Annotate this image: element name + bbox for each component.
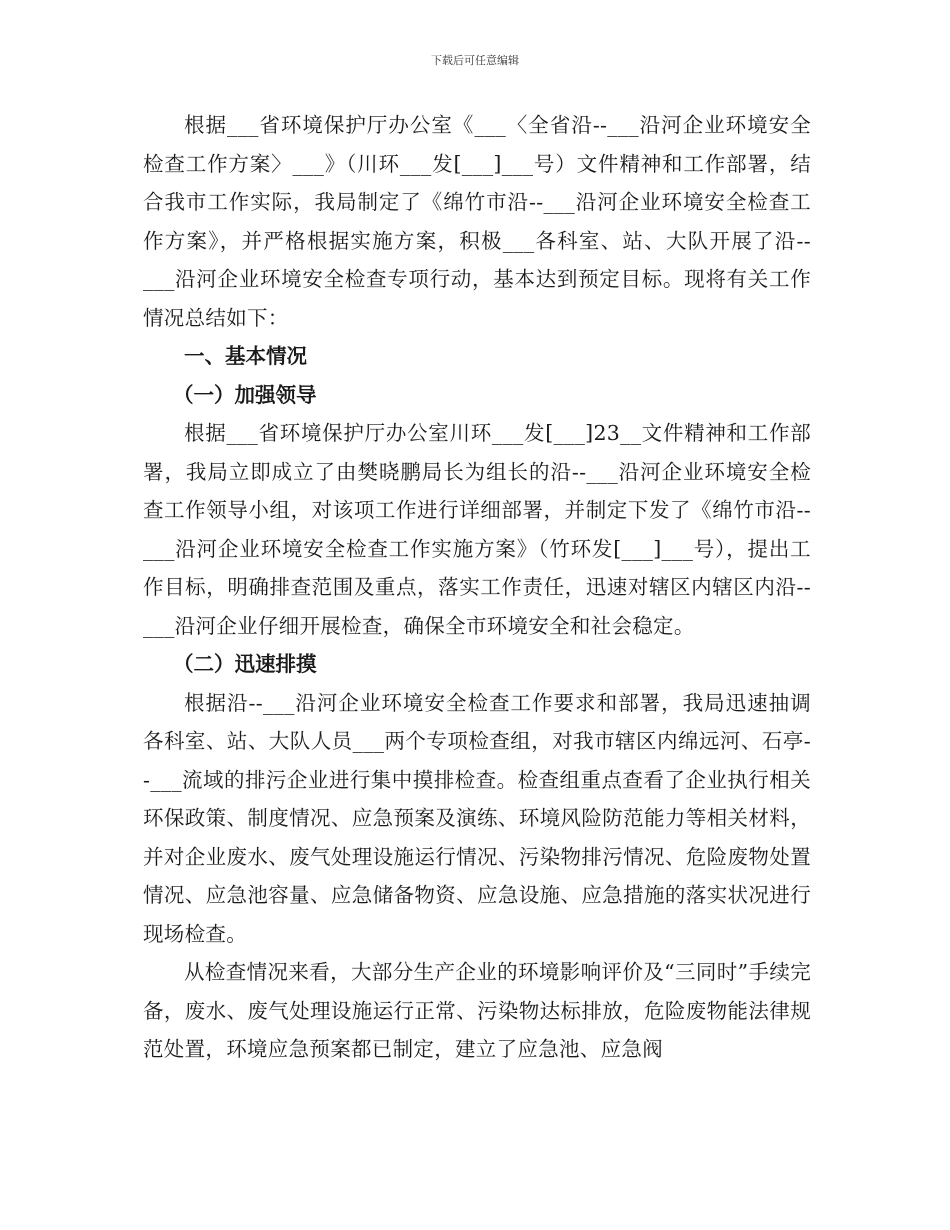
page-header: 下载后可任意编辑 <box>431 54 519 67</box>
subsection-heading-rapid-survey: （二）迅速排摸 <box>173 652 317 676</box>
paragraph-leadership: 根据___省环境保护厅办公室川环___发[___]23__文件精神和工作部署，我局立即成立了由樊晓鹏局长为组长的沿--___沿河企业环境安全检查工作领导小组，对该项工作进行详细部署，并制定下发了《绵竹市沿--___沿河企业环境安全检查工作实施方案》（竹环发[___]___号），提出工作目标，明确排查范围及重点，落实工作责任，迅速对辖区内辖区内沿--___沿河企业仔细开展检查，确保全市环境安全和社会稳定。 <box>143 421 811 638</box>
paragraph-survey: 根据沿--___沿河企业环境安全检查工作要求和部署，我局迅速抽调各科室、站、大队人员___两个专项检查组，对我市辖区内绵远河、石亭--___流域的排污企业进行集中摸排检查。检查组重点查看了企业执行相关环保政策、制度情况、应急预案及演练、环境风险防范能力等相关材料，并对企业废水、废气处理设施运行情况、污染物排污情况、危险废物处置情况、应急池容量、应急储备物资、应急设施、应急措施的落实状况进行现场检查。 <box>143 690 811 946</box>
paragraph-findings: 从检查情况来看，大部分生产企业的环境影响评价及“三同时”手续完备，废水、废气处理设施运行正常、污染物达标排放，危险废物能法律规范处置，环境应急预案都已制定，建立了应急池、应急阀 <box>143 960 811 1061</box>
section-heading-basic-situation: 一、基本情况 <box>184 344 307 368</box>
paragraph-intro: 根据___省环境保护厅办公室《___〈全省沿--___沿河企业环境安全检查工作方案〉___》（川环___发[___]___号）文件精神和工作部署，结合我市工作实际，我局制定了《绵竹市沿--___沿河企业环境安全检查工作方案》，并严格根据实施方案，积极___各科室、站、大队开展了沿--___沿河企业环境安全检查专项行动，基本达到预定目标。现将有关工作情况总结如下： <box>143 113 811 330</box>
subsection-heading-strengthen-leadership: （一）加强领导 <box>173 382 317 407</box>
document-body <box>143 106 811 1069</box>
